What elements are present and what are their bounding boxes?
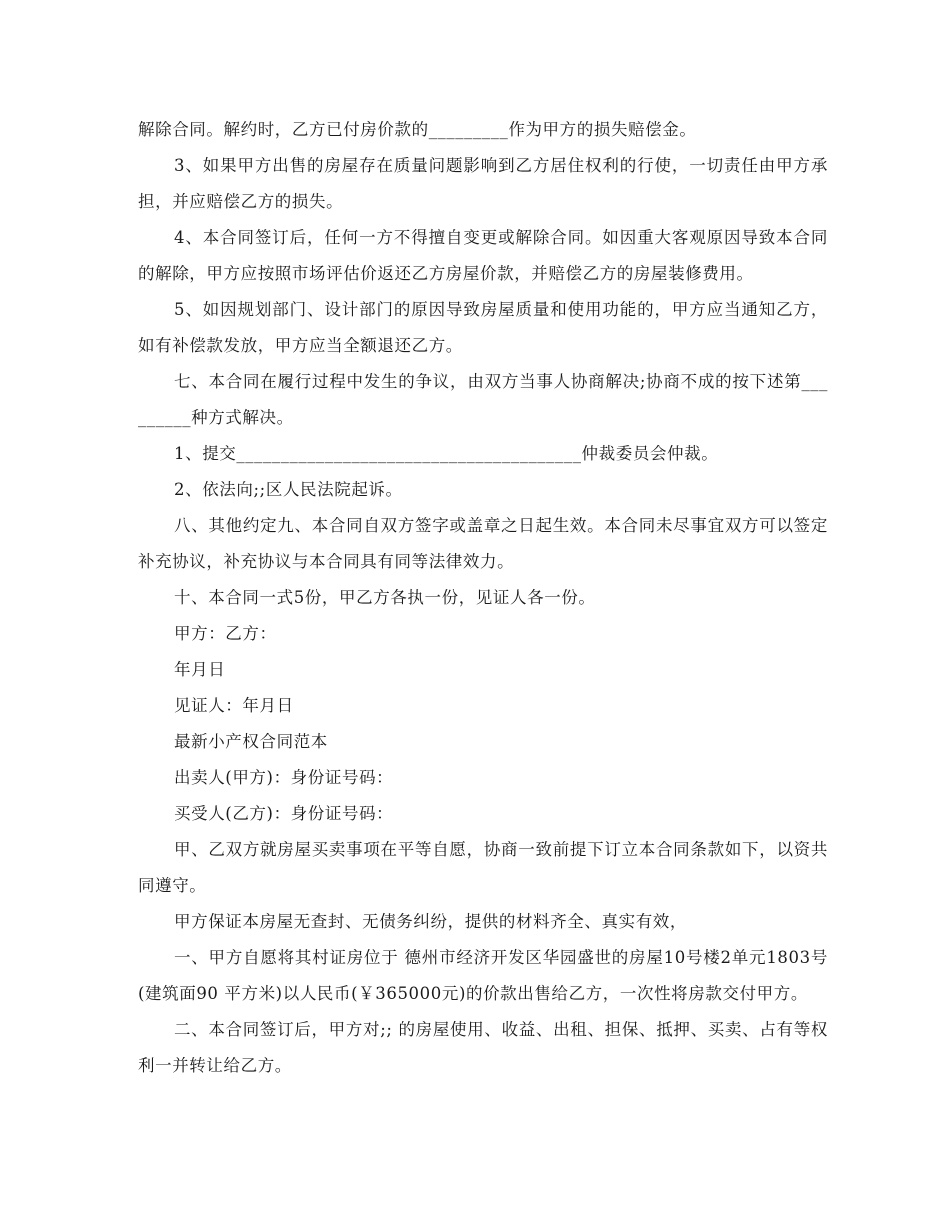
document-body [138,112,828,1084]
paragraph-dispute-option-1: 1、提交_______________________________________仲裁委员会仲裁。 [174,444,719,463]
paragraph-section-10-copies: 十、本合同一式5份，甲乙方各执一份，见证人各一份。 [174,588,596,607]
signature-witness: 见证人：年月日 [174,696,294,715]
signature-date: 年月日 [174,660,226,679]
paragraph-termination-compensation: 解除合同。解约时，乙方已付房价款的_________作为甲方的损失赔偿金。 [138,120,697,139]
paragraph-clause-4-no-change: 4、本合同签订后，任何一方不得擅自变更或解除合同。如因重大客观原因导致本合同的解除，甲方应按照市场评估价返还乙方房屋价款，并赔偿乙方的房屋装修费用。 [138,228,828,283]
paragraph-section-1-property: 一、甲方自愿将其村证房位于 德州市经济开发区华园盛世的房屋10号楼2单元1803号(建筑面90 平方米)以人民币(￥365000元)的价款出售给乙方，一次性将房款交付甲方。 [138,948,828,1003]
signature-parties: 甲方：乙方： [174,624,277,643]
buyer-info: 买受人(乙方)：身份证号码： [174,804,394,823]
paragraph-preamble: 甲、乙双方就房屋买卖事项在平等自愿，协商一致前提下订立本合同条款如下，以资共同遵守。 [138,840,828,895]
paragraph-clause-3-quality: 3、如果甲方出售的房屋存在质量问题影响到乙方居住权利的行使，一切责任由甲方承担，并应赔偿乙方的损失。 [138,156,828,211]
paragraph-seller-guarantee: 甲方保证本房屋无查封、无债务纠纷，提供的材料齐全、真实有效， [174,912,687,931]
paragraph-section-8-9-effect: 八、其他约定九、本合同自双方签字或盖章之日起生效。本合同未尽事宜双方可以签定补充协议，补充协议与本合同具有同等法律效力。 [138,516,828,571]
paragraph-section-2-rights: 二、本合同签订后，甲方对;; 的房屋使用、收益、出租、担保、抵押、买卖、占有等权利一并转让给乙方。 [138,1020,828,1075]
paragraph-clause-5-planning: 5、如因规划部门、设计部门的原因导致房屋质量和使用功能的，甲方应当通知乙方，如有补偿款发放，甲方应当全额退还乙方。 [138,300,828,355]
document-title: 最新小产权合同范本 [174,732,328,751]
paragraph-section-7-disputes: 七、本合同在履行过程中发生的争议，由双方当事人协商解决;协商不成的按下述第_________种方式解决。 [138,372,828,427]
seller-info: 出卖人(甲方)：身份证号码： [174,768,394,787]
paragraph-dispute-option-2: 2、依法向;;区人民法院起诉。 [174,480,403,499]
